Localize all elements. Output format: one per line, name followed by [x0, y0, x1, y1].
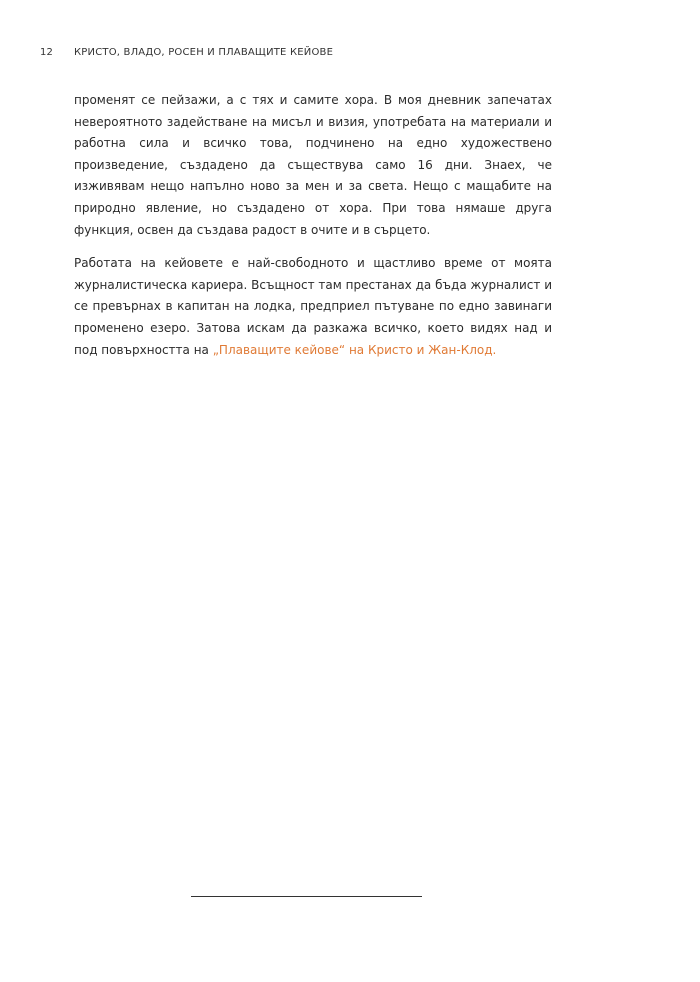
paragraph-2 [74, 253, 552, 361]
page-number: 12 [40, 47, 54, 58]
paragraph-2-text: Работата на кейовете е най-свободното и щастливо време от моята журналистическа кариера. Всъщност там престанах да бъда журналист и се превърнах в капитан на лодка, предприел пътуване по едно завинаги променено езеро. Затова искам да разкажа всичко, което видях над и под повърхността на [74, 256, 552, 357]
body-text [74, 90, 552, 373]
highlighted-title: „Плаващите кейове“ на Кристо и Жан-Клод. [212, 342, 497, 357]
footnote-divider [191, 896, 422, 897]
paragraph-1: променят се пейзажи, а с тях и самите хора. В моя дневник запечатах невероятното задействане на мисъл и визия, употребата на материали и работна сила и всичко това, подчинено на едно художествено произведение, създадено да съществува само 16 дни. Знаех, че изживявам нещо напълно ново за мен и за света. Нещо с мащабите на природно явление, но създадено от хора. При това нямаше друга функция, освен да създава радост в очите и в сърцето. [74, 93, 552, 237]
page-header [40, 47, 660, 58]
running-title: КРИСТО, ВЛАДО, РОСЕН И ПЛАВАЩИТЕ КЕЙОВЕ [74, 47, 334, 58]
